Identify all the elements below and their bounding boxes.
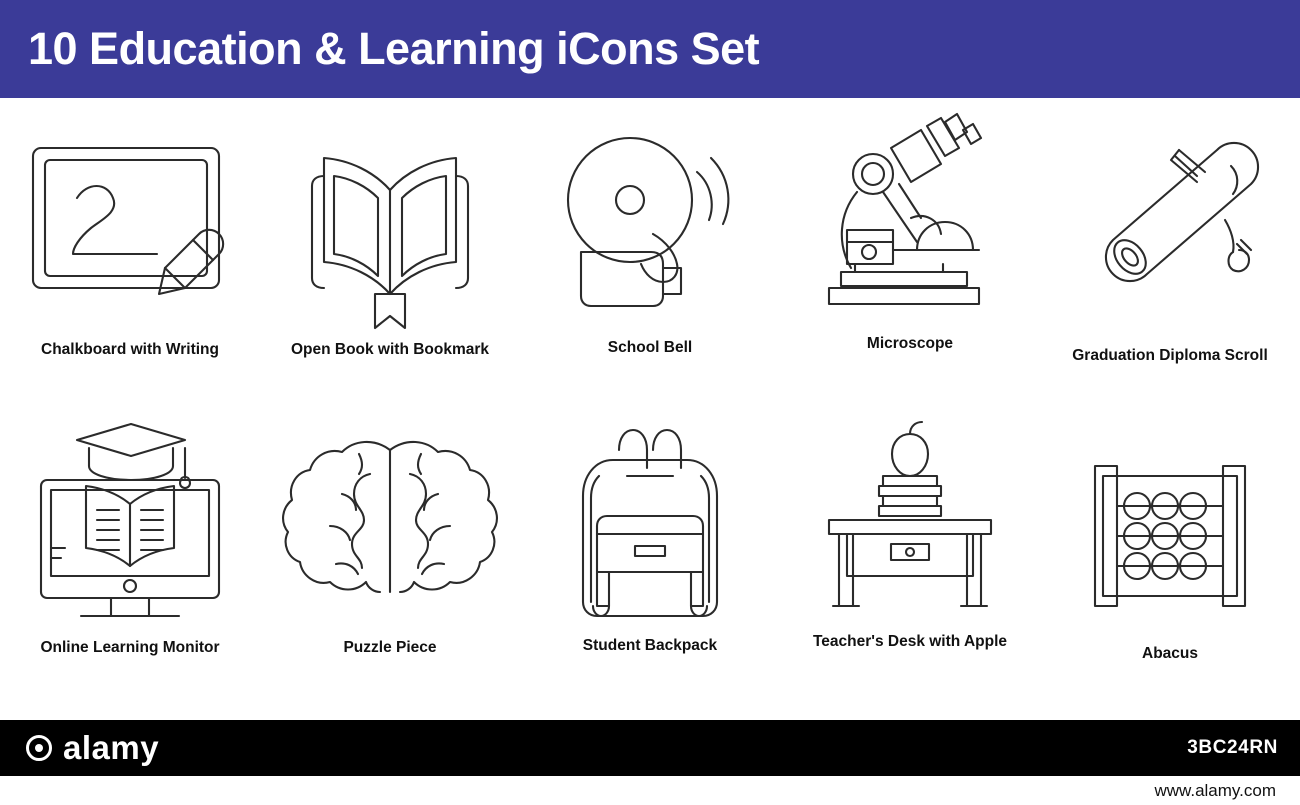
online-learning-monitor-icon — [15, 418, 245, 633]
watermark-footer — [0, 720, 1300, 805]
school-bell-icon — [535, 116, 765, 331]
icon-cell-abacus[interactable] — [1040, 398, 1300, 709]
icon-row-1 — [0, 98, 1300, 409]
alamy-mark — [26, 735, 52, 761]
icon-cell-graduation-diploma-scroll[interactable] — [1040, 98, 1300, 409]
icon-label: Student Backpack — [582, 637, 718, 654]
image-id: 3BC24RN — [1187, 737, 1278, 758]
watermark-bar — [0, 720, 1300, 776]
page-title: 10 Education & Learning iCons Set — [28, 23, 760, 74]
icon-label: Teacher's Desk with Apple — [812, 633, 1008, 650]
open-book-icon — [275, 118, 505, 333]
alamy-logo-icon — [0, 729, 159, 767]
icon-cell-school-bell[interactable] — [520, 98, 780, 409]
icon-cell-open-book-with-bookmark[interactable] — [260, 98, 520, 409]
footer-url — [0, 776, 1300, 805]
icon-label: Chalkboard with Writing — [41, 341, 219, 358]
abacus-icon — [1055, 424, 1285, 639]
icon-grid — [0, 98, 1300, 720]
icon-cell-online-learning-monitor[interactable] — [0, 398, 260, 709]
icon-cell-microscope[interactable] — [780, 98, 1040, 409]
icon-label: Microscope — [866, 335, 954, 352]
icon-cell-teachers-desk-with-apple[interactable] — [780, 398, 1040, 709]
footer-url-text: www.alamy.com — [1154, 780, 1276, 800]
microscope-icon — [795, 112, 1025, 327]
icon-cell-student-backpack[interactable] — [520, 398, 780, 709]
icon-cell-chalkboard-with-writing[interactable] — [0, 98, 260, 409]
icon-label: School Bell — [607, 339, 693, 356]
icon-label: Open Book with Bookmark — [290, 341, 490, 358]
brain-puzzle-icon — [275, 418, 505, 633]
icon-label: Graduation Diploma Scroll — [1072, 347, 1268, 364]
icon-label: Abacus — [1142, 645, 1198, 662]
header-bar — [0, 0, 1300, 98]
icon-label: Puzzle Piece — [343, 639, 437, 656]
icon-row-2 — [0, 398, 1300, 709]
diploma-scroll-icon — [1055, 124, 1285, 339]
icon-label: Online Learning Monitor — [40, 639, 220, 656]
backpack-icon — [535, 416, 765, 631]
brand-name: alamy — [63, 729, 160, 766]
teachers-desk-icon — [795, 412, 1025, 627]
icon-cell-puzzle-piece[interactable] — [260, 398, 520, 709]
chalkboard-icon — [15, 118, 245, 333]
